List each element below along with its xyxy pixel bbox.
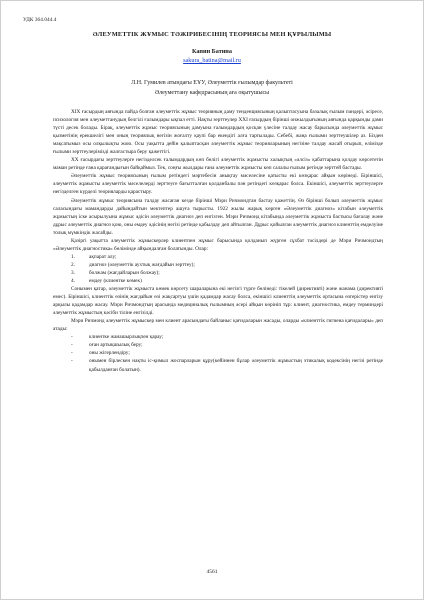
paragraph: Сонымен қатар, әлеуметтік жұмыста көмек көрсету шараларына екі негізгі түрге бөлінеді: тікелей (директивті) және жанама (директивті емес). Біріншісі, клиенттік өзінің жағдайын өзі жақсартуы үшін қадамдар жасау болса, екіншісі клиенттің әлеуметтік ортасына өзгерістер енгізу арқылы қадамдар жасау. Мэри Ричмондтың арасында медициналық ғылымның әсері айқын көрініп тұр: клиент, диагностика, емдеу терминдері әлеуметтік жұмыстың кәсіби тіліне енгізілді. — [53, 286, 383, 317]
list-item-text: ақпарат алу; — [89, 253, 117, 260]
author-position: Әлеуметтану кафедрасының аға оқытушысы — [154, 90, 270, 96]
paragraph: ХХ ғасырдағы зерттеулерге негізделсек ғалымдардың көп бөлігі әлеуметтік жұмысты халықтың «әлсіз» қабаттарына қолдау көрсететін маман ретінде ғана қарағандығын байқаймыз. Тек, соңғы жылдары ғана әлеуметтік жұмысты көп салалы ғылым ретінде зерттей бастады. — [53, 157, 383, 172]
list-number: 3. — [71, 269, 75, 276]
list-number: 4. — [71, 277, 75, 284]
list-item-text: диагноз (әлеуметтік аухтық жағдайын зерттеу); — [89, 261, 195, 268]
paragraph: Әлеуметтік жұмыс теориясына талдау жасаған кезде бірінші Мэри Ричмондтан бастау қажеттің. Өз бірінші болып әлеуметтік жұмыс саласындағы мамандарды дайындайтын мектептер ашуға тырысты. 1922 жылы жарық көрген «Әлеуметтік диагноз» кітабын әлеуметтік жұмыстың іске асырылуына жұмыс әдісін әлеуметтік диагноз деп енгізген. Мэри Ричмонд кітабында әлеуметтік жұмыста бастысы бағалау және дұрыс әлеуметтік диагноз қою, оны емдеу әдісінің негізі ретінде қабылдау деп айтылған. Дұрыс қойылған әлеуметтік диагноз клиенттің емделуіне толық мүмкіндік жасайды. — [53, 197, 383, 236]
list-item — [53, 349, 383, 357]
list-item — [53, 277, 383, 285]
paragraph: Әлеуметтік жұмыс теориясының ғылым ретіндегі мәртебесін анықтау мәселесіне қатысты екі көзқарас айқын көрінеді. Біріншісі, әлеуметтік жұмысты әлеуметтік мәселелерді зерттеуге бағытталған қолданбалы пән ретіндегі көзқарас болса. Екіншісі, әлеуметтік зерттеулерге негізделген күрделі теорияларды қарастыру. — [53, 173, 383, 196]
list-number: 1. — [71, 253, 75, 260]
list-item-text: онымен бірлескен нақты іс-қимыл жоспарларын құру(кейіннен бұлар әлеуметтік жұмыстың этикалық кодексінің негізі ретінде қабылданған болатын). — [89, 358, 383, 373]
list-number: 2. — [71, 261, 75, 268]
udk-code: УДК 364.044.4 — [23, 17, 57, 23]
paper-title: ӘЛЕУМЕТТІК ЖҰМЫС ТӘЖІРИБЕСІНІҢ ТЕОРИЯСЫ МЕН ҚҰРЫЛЫМЫ — [92, 31, 332, 38]
list-item-text: клиентке жанашырлықпен қарау; — [89, 334, 164, 341]
list-item — [53, 341, 383, 349]
author-affiliation: Л.Н. Гумилев атындағы ЕҰУ, Әлеуметтік ғылымдар факультеті — [131, 80, 293, 86]
list-item — [53, 261, 383, 269]
paragraph: Қазіргі уақытта әлеуметтік жұмыскерлер клиентпен жұмыс барысында қолданып жүрген сұхбат тәсілдері де Мэри Ричмондтың «Әлеуметтік диагностика» бөлімінде айқындалған болатынды. Олар: — [53, 237, 383, 252]
page-number: 4561 — [206, 569, 218, 575]
author-name: Капин Батина — [192, 48, 232, 55]
list-dash: - — [71, 342, 73, 349]
list-item-text: оны жігерлендіру; — [89, 350, 130, 357]
list-dash: - — [71, 334, 73, 341]
list-dash: - — [71, 358, 73, 365]
list-item — [53, 357, 383, 373]
list-item-text: оған артықшылық беру; — [89, 342, 143, 349]
paragraph: ХІХ ғасырдың аяғында пайда болған әлеуметтік жұмыс теорияның даму тенденциясының қалыптасуына базалық ғылым пәндері, әсіресе, психология мен әлеуметтанудың белгілі ғалымдары ықпал етті. Нақты зерттеулер ХХІ ғасырдың бірінші онжылдығының аяғында қарқынды дами түсті десек болады. Бірақ, әлеуметтік жұмыс теориясының дамуына ғалымдардың қосқан үлесіне талдау жасау барысында әлеуметтік жұмыс қызметінің ерекшелігі мен оның теориялық негізін жоғалту қаупі бар екендігі алға тартылады. Себебі, жаңа ғылыми зерттеушілер аз. Бізден мақсатымыз осы олқылықты жою. Осы уақытта дейін қалыптасқан әлеуметтік жұмыс теорияларының негізіне талдау жасай отырып, елімізде ғылыми зерттеулерімізді жалғастыра беру қажеттігі. — [53, 109, 383, 156]
list-item — [53, 333, 383, 341]
list-item-text: болжам (жағдайларын болжау); — [89, 269, 160, 276]
dash-list — [53, 333, 383, 373]
list-item — [53, 269, 383, 277]
author-email-link[interactable]: sakura_batina@mail.ru — [183, 57, 241, 64]
numbered-list — [53, 253, 383, 285]
list-dash: - — [71, 350, 73, 357]
article-body — [53, 108, 383, 374]
list-item-text: емдеу (клиентке көмек) — [89, 277, 142, 284]
paragraph: Мэри Ричмонд әлеуметтік жұмыскер мен клиент арасындағы байланыс қағидаларын жасады, оларды «клиенттік гигиена қағидалары» деп атады: — [53, 318, 383, 333]
list-item — [53, 253, 383, 261]
